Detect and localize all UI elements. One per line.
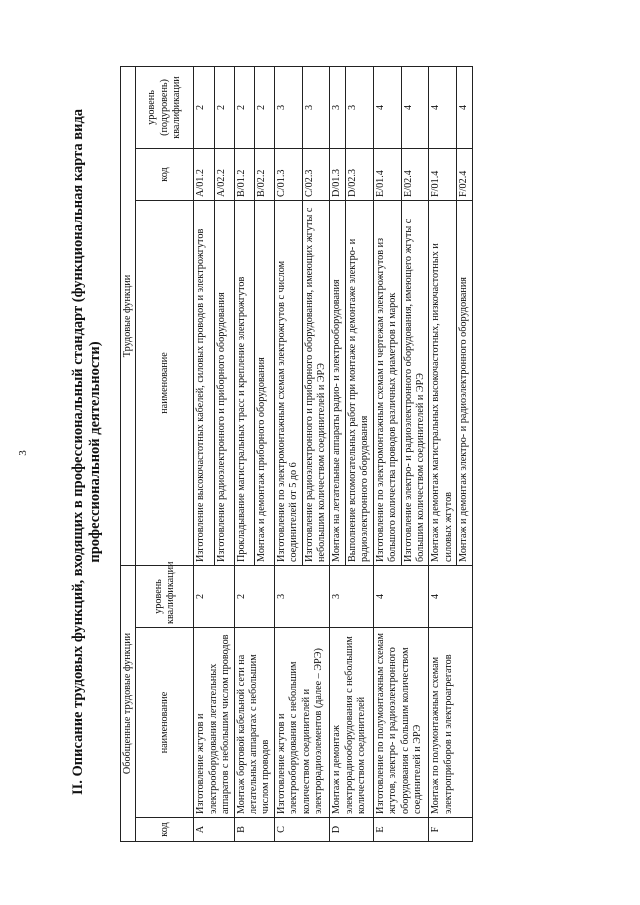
function-code: C/02.3: [302, 148, 330, 200]
function-level: 2: [234, 66, 254, 148]
heading-line-1: II. Описание трудовых функций, входящих в профессиональный стандарт (функциональная карта вида: [70, 108, 86, 796]
generalized-level: 4: [429, 565, 472, 627]
function-name: Изготовление по электромонтажным схемам и чертежам электрожгутов из большого количества проводов различных диаметров и марок: [373, 200, 401, 565]
generalized-level: 3: [274, 565, 330, 627]
function-name: Монтаж и демонтаж магистральных высокочастотных, низкочастотных и силовых жгутов: [429, 200, 457, 565]
function-code: D/02.3: [345, 148, 373, 200]
group-header-functions: Трудовые функции: [121, 66, 136, 565]
column-header-name: наименование: [136, 628, 194, 818]
generalized-code: A: [194, 818, 234, 842]
function-code: D/01.3: [330, 148, 345, 200]
function-level: 4: [457, 66, 472, 148]
function-code: B/01.2: [234, 148, 254, 200]
function-name: Монтаж и демонтаж электро- и радиоэлектронного оборудования: [457, 200, 472, 565]
function-level: 3: [274, 66, 302, 148]
generalized-code: E: [373, 818, 429, 842]
generalized-name: Монтаж бортовой кабельной сети на летательных аппаратах с небольшим числом проводов: [234, 628, 274, 818]
table-row: [373, 66, 401, 841]
table-row: [429, 66, 457, 841]
generalized-code: C: [274, 818, 330, 842]
function-name: Изготовление по электромонтажным схемам электрожгутов с числом соединителей от 5 до 6: [274, 200, 302, 565]
table-row: [234, 66, 254, 841]
generalized-code: F: [429, 818, 472, 842]
column-header-level: уровень квалификации: [136, 565, 194, 627]
function-name: Изготовление электро- и радиоэлектронного оборудования, имеющего жгуты с большим количеством соединителей и ЭРЭ: [401, 200, 429, 565]
function-level: 3: [345, 66, 373, 148]
heading-line-2: профессиональной деятельности): [87, 341, 103, 563]
table-row: [194, 66, 214, 841]
function-code: A/01.2: [194, 148, 214, 200]
group-header-generalized: Обобщенные трудовые функции: [121, 565, 136, 841]
function-code: E/02.4: [401, 148, 429, 200]
table-row: [274, 66, 302, 841]
function-level: 4: [401, 66, 429, 148]
generalized-name: Изготовление жгутов и электрооборудования с небольшим количеством соединителей и электрорадиоэлементов (далее – ЭРЭ): [274, 628, 330, 818]
generalized-name: Изготовление по полумонтажным схемам жгутов, электро- и радиоэлектронного оборудования с большим количеством соединителей и ЭРЭ: [373, 628, 429, 818]
function-name: Изготовление радиоэлектронного и приборного оборудования, имеющих жгуты с небольшим количеством соединителей и ЭРЭ: [302, 200, 330, 565]
function-level: 4: [373, 66, 401, 148]
column-header-sublevel: уровень (подуровень) квалификации: [136, 66, 194, 148]
function-name: Монтаж на летательные аппараты радио- и электрооборудования: [330, 200, 345, 565]
generalized-code: D: [330, 818, 373, 842]
function-code: B/02.2: [254, 148, 274, 200]
function-code: F/01.4: [429, 148, 457, 200]
function-level: 2: [214, 66, 234, 148]
function-level: 3: [330, 66, 345, 148]
generalized-level: 2: [194, 565, 234, 627]
function-code: A/02.2: [214, 148, 234, 200]
generalized-name: Изготовление жгутов и электрооборудования летательных аппаратов с небольшим числом проводов: [194, 628, 234, 818]
function-name: Изготовление радиоэлектронного и приборного оборудования: [214, 200, 234, 565]
column-header-code: код: [136, 818, 194, 842]
section-heading: [70, 52, 104, 852]
function-name: Изготовление высокочастотных кабелей, силовых проводов и электрожгутов: [194, 200, 214, 565]
column-header-function-name: наименование: [136, 200, 194, 565]
generalized-code: B: [234, 818, 274, 842]
function-code: E/01.4: [373, 148, 401, 200]
generalized-name: Монтаж и демонтаж электрорадиооборудования с небольшим количеством соединителей: [330, 628, 373, 818]
generalized-level: 2: [234, 565, 274, 627]
generalized-level: 3: [330, 565, 373, 627]
function-level: 3: [302, 66, 330, 148]
function-code: F/02.4: [457, 148, 472, 200]
function-name: Монтаж и демонтаж приборного оборудования: [254, 200, 274, 565]
function-level: 2: [194, 66, 214, 148]
generalized-name: Монтаж по полумонтажным схемам электроприборов и электроагрегатов: [429, 628, 472, 818]
function-level: 4: [429, 66, 457, 148]
functional-map-table: [120, 66, 473, 842]
rotated-page-sheet: [70, 52, 570, 852]
page-number: 3: [16, 450, 29, 456]
generalized-level: 4: [373, 565, 429, 627]
function-name: Прокладывание магистральных трасс и крепление электрожгутов: [234, 200, 254, 565]
table-row: [330, 66, 345, 841]
function-level: 2: [254, 66, 274, 148]
function-code: C/01.3: [274, 148, 302, 200]
function-name: Выполнение вспомогательных работ при монтаже и демонтаже электро- и радиоэлектронного оборудования: [345, 200, 373, 565]
column-header-function-code: код: [136, 148, 194, 200]
